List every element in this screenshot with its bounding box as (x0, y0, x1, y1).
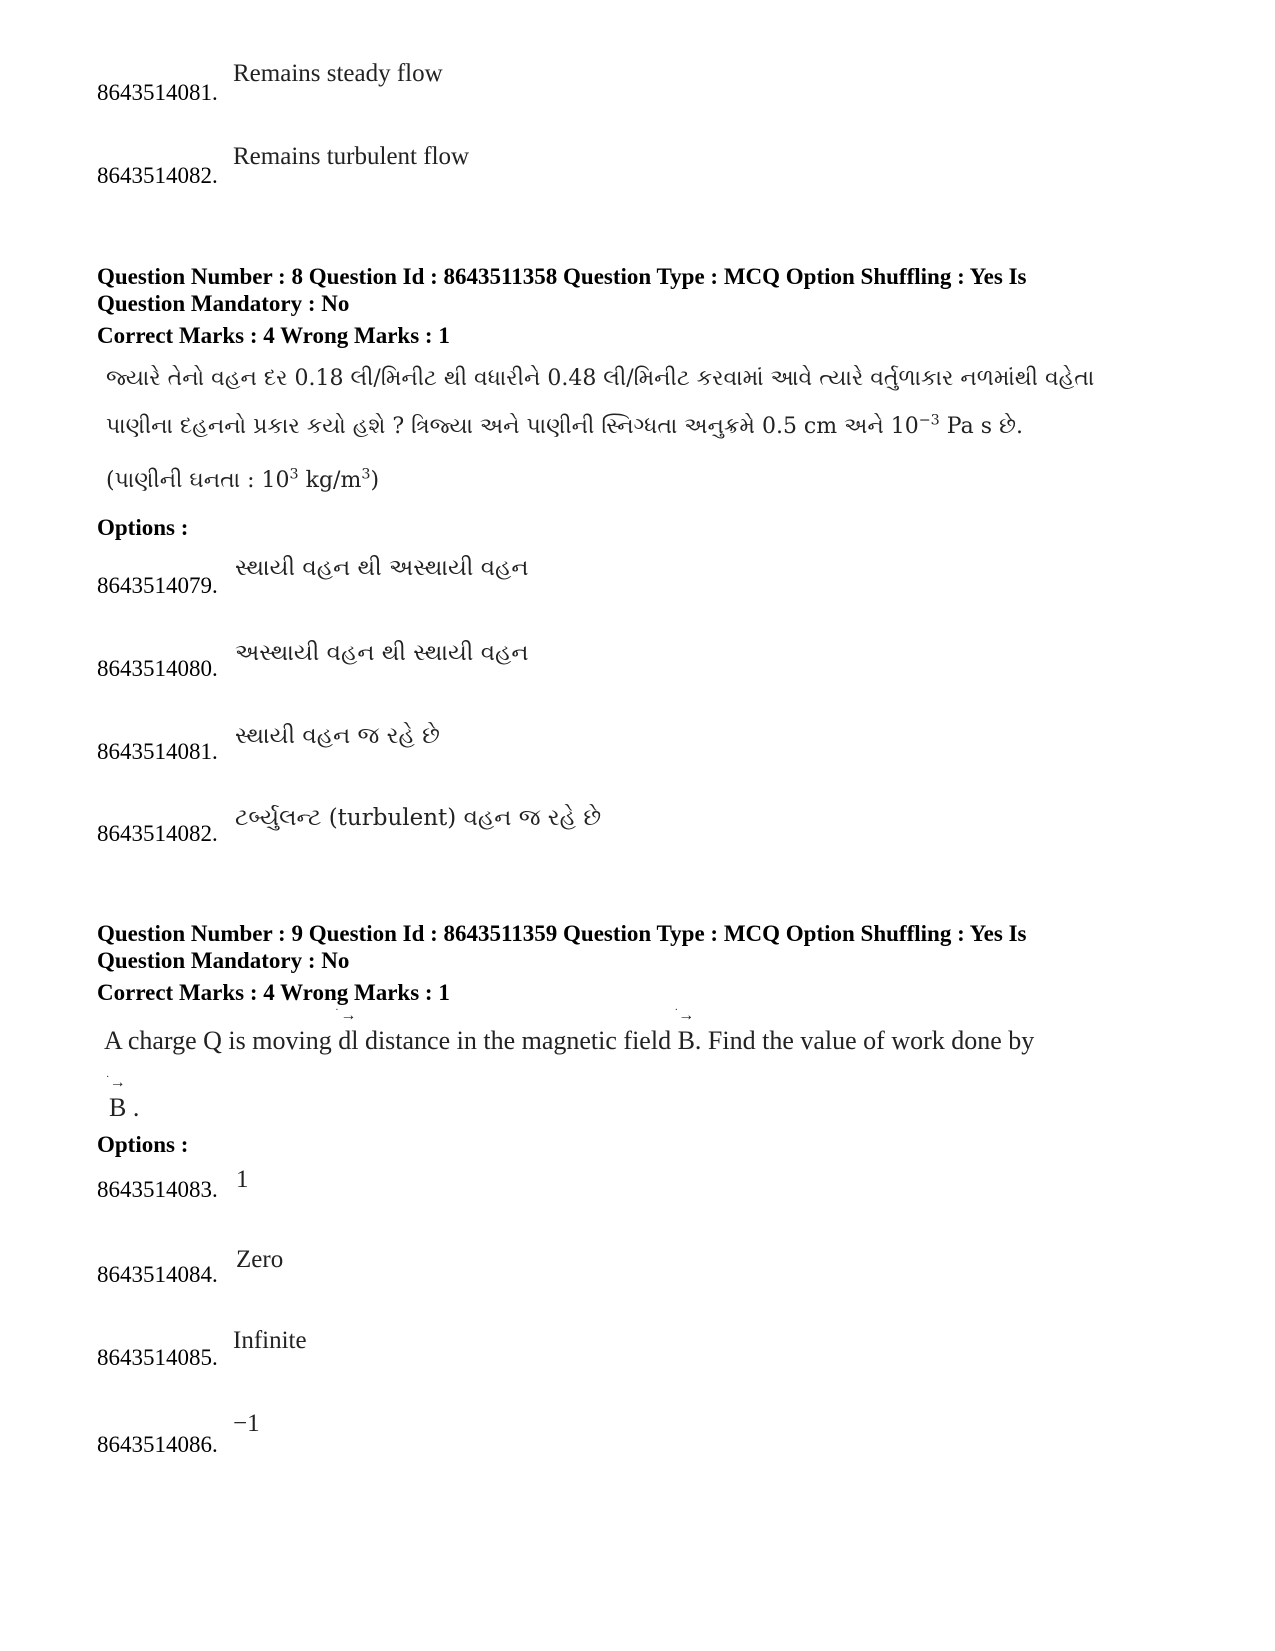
option-id: 8643514081. (97, 739, 218, 764)
question-mandatory: Question Mandatory : No (97, 291, 350, 316)
option-id: 8643514082. (97, 821, 218, 846)
option-id: 8643514080. (97, 656, 218, 681)
option-id: 8643514086. (97, 1432, 218, 1457)
options-label: Options : (97, 515, 189, 540)
option-text: સ્થાયી વહન જ રહે છે (235, 723, 440, 749)
option-text: Zero (236, 1246, 284, 1273)
option-text: Infinite (233, 1327, 307, 1354)
option-text: Remains steady flow (233, 60, 443, 87)
vector-b: · → B (106, 1072, 127, 1122)
option-text: સ્થાયી વહન થી અસ્થાયી વહન (235, 555, 529, 581)
question-marks: Correct Marks : 4 Wrong Marks : 1 (97, 980, 450, 1005)
question-mandatory: Question Mandatory : No (97, 948, 350, 973)
question-marks: Correct Marks : 4 Wrong Marks : 1 (97, 323, 450, 348)
question-text-line: (પાણીની ઘનતા : $10^3$ $kg/m^3$) (106, 466, 380, 493)
option-id: 8643514084. (97, 1262, 218, 1287)
option-id: 8643514083. (97, 1177, 218, 1202)
question-text-line: જ્યારે તેનો વહન દર 0.18 લી/મિનીટ થી વધારીને 0.48 લી/મિનીટ કરવામાં આવે ત્યારે વર્તુળાકાર નળમાંથી વહેતા (106, 366, 1095, 391)
option-text: 1 (236, 1166, 249, 1193)
question-text-line: · → B . (106, 1072, 140, 1122)
option-text: અસ્થાયી વહન થી સ્થાયી વહન (235, 640, 529, 666)
option-id: 8643514082. (97, 163, 218, 188)
option-id: 8643514085. (97, 1345, 218, 1370)
question-header: Question Number : 8 Question Id : 8643511358 Question Type : MCQ Option Shuffling : Yes Is (97, 264, 1027, 289)
options-label: Options : (97, 1132, 189, 1157)
option-text: ટર્બ્યુલન્ટ (turbulent) વહન જ રહે છે (235, 805, 602, 831)
vector-dl: · → dl (335, 1005, 359, 1055)
option-id: 8643514079. (97, 573, 218, 598)
option-text: Remains turbulent flow (233, 143, 470, 170)
question-text-line: પાણીના દહનનો પ્રકાર કયો હશે ? ત્રિજ્યા અને પાણીની સ્નિગ્ધતા અનુક્રમે 0.5 cm અને $10^{-3}$ Pa s છે. (106, 412, 1023, 439)
vector-b: · → B (674, 1005, 695, 1055)
option-id: 8643514081. (97, 80, 218, 105)
option-text: −1 (233, 1410, 260, 1437)
question-header: Question Number : 9 Question Id : 8643511359 Question Type : MCQ Option Shuffling : Yes Is (97, 921, 1027, 946)
question-text-line: A charge Q is moving · → dl distance in the magnetic field · → B. Find the value of work done by (104, 1005, 1035, 1055)
